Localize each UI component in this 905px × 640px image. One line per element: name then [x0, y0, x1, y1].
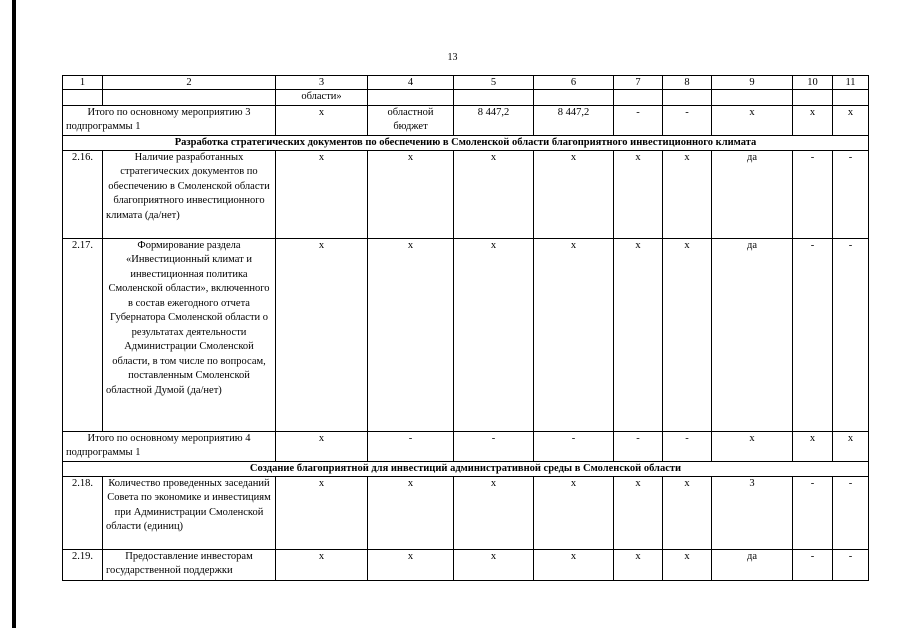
total-row-4 — [63, 431, 869, 461]
table-cell — [793, 90, 833, 106]
binding-bar — [12, 0, 16, 628]
table-cell — [614, 90, 663, 106]
table-cell — [103, 90, 276, 106]
table-cell: 8 447,2 — [534, 105, 614, 135]
table-row — [63, 549, 869, 580]
table-row — [63, 238, 869, 431]
program-table — [62, 75, 869, 581]
continuation-row — [63, 90, 869, 106]
row-number: 2.17. — [63, 238, 103, 431]
section-title: Создание благоприятной для инвестиций административной среды в Смоленской области — [63, 461, 869, 476]
total-label: Итого по основному мероприятию 4 подпрограммы 1 — [63, 431, 276, 461]
table-cell: х — [276, 476, 368, 549]
row-number: 2.19. — [63, 549, 103, 580]
table-cell: х — [663, 238, 712, 431]
table-cell: х — [614, 150, 663, 238]
table-cell — [534, 90, 614, 106]
table-cell — [712, 90, 793, 106]
table-cell: - — [663, 105, 712, 135]
table-cell: - — [454, 431, 534, 461]
col-header: 7 — [614, 76, 663, 90]
table-cell: х — [454, 150, 534, 238]
total-label: Итого по основному мероприятию 3 подпрограммы 1 — [63, 105, 276, 135]
table-cell: х — [368, 549, 454, 580]
table-cell: - — [614, 431, 663, 461]
table-cell: областной бюджет — [368, 105, 454, 135]
col-header: 1 — [63, 76, 103, 90]
table-cell: х — [276, 150, 368, 238]
section-title: Разработка стратегических документов по обеспечению в Смоленской области благоприятного инвестиционного климата — [63, 135, 869, 150]
table-cell: х — [833, 431, 869, 461]
table-row — [63, 150, 869, 238]
table-cell: - — [793, 476, 833, 549]
table-cell: х — [663, 549, 712, 580]
table-cell: - — [793, 150, 833, 238]
table-cell: х — [368, 238, 454, 431]
table-cell: х — [663, 150, 712, 238]
col-header: 5 — [454, 76, 534, 90]
table-cell — [63, 90, 103, 106]
indicator-text: Наличие разработанных стратегических документов по обеспечению в Смоленской области благоприятного инвестиционного климата (да/нет) — [103, 150, 276, 238]
column-number-row — [63, 76, 869, 90]
continuation-text: области» — [276, 90, 368, 106]
table-cell: х — [276, 549, 368, 580]
table-cell — [368, 90, 454, 106]
table-cell: - — [833, 150, 869, 238]
table-cell: х — [712, 105, 793, 135]
col-header: 8 — [663, 76, 712, 90]
table-cell: - — [614, 105, 663, 135]
table-cell — [663, 90, 712, 106]
table-cell: да — [712, 549, 793, 580]
total-row-3 — [63, 105, 869, 135]
table-cell: - — [534, 431, 614, 461]
table-cell: - — [368, 431, 454, 461]
table-cell: 8 447,2 — [454, 105, 534, 135]
table-cell: х — [793, 431, 833, 461]
table-cell: х — [534, 238, 614, 431]
indicator-text: Предоставление инвесторам государственной поддержки — [103, 549, 276, 580]
table-row — [63, 476, 869, 549]
table-cell: х — [454, 476, 534, 549]
table-cell: - — [793, 238, 833, 431]
table-cell — [454, 90, 534, 106]
table-cell: - — [833, 549, 869, 580]
col-header: 9 — [712, 76, 793, 90]
table-cell: х — [534, 476, 614, 549]
table-cell: - — [663, 431, 712, 461]
table-cell: да — [712, 238, 793, 431]
page-number: 13 — [447, 52, 458, 63]
table-cell: 3 — [712, 476, 793, 549]
col-header: 10 — [793, 76, 833, 90]
indicator-text: Количество проведенных заседаний Совета по экономике и инвестициям при Администрации Смоленской области (единиц) — [103, 476, 276, 549]
table-cell: х — [614, 238, 663, 431]
table-cell: х — [534, 150, 614, 238]
col-header: 11 — [833, 76, 869, 90]
table-cell: да — [712, 150, 793, 238]
table-cell: х — [833, 105, 869, 135]
col-header: 2 — [103, 76, 276, 90]
row-number: 2.16. — [63, 150, 103, 238]
table-cell: х — [614, 549, 663, 580]
col-header: 3 — [276, 76, 368, 90]
table-cell: х — [614, 476, 663, 549]
table-cell: х — [276, 238, 368, 431]
table-cell: х — [712, 431, 793, 461]
table-cell — [833, 90, 869, 106]
table-cell: х — [454, 549, 534, 580]
table-cell: х — [368, 150, 454, 238]
section-row — [63, 461, 869, 476]
table-cell: - — [833, 238, 869, 431]
col-header: 6 — [534, 76, 614, 90]
table-cell: х — [276, 431, 368, 461]
table-cell: х — [663, 476, 712, 549]
table-cell: - — [833, 476, 869, 549]
section-row — [63, 135, 869, 150]
table-cell: х — [454, 238, 534, 431]
row-number: 2.18. — [63, 476, 103, 549]
table-cell: х — [793, 105, 833, 135]
table-cell: х — [534, 549, 614, 580]
table-cell: х — [368, 476, 454, 549]
col-header: 4 — [368, 76, 454, 90]
table-cell: - — [793, 549, 833, 580]
indicator-text: Формирование раздела «Инвестиционный климат и инвестиционная политика Смоленской области», включенного в состав ежегодного отчета Губернатора Смоленской области о результатах деятельности Администрации Смоленской области, в том числе по вопросам, поставленным Смоленской областной Думой (да/нет) — [103, 238, 276, 431]
table-cell: х — [276, 105, 368, 135]
